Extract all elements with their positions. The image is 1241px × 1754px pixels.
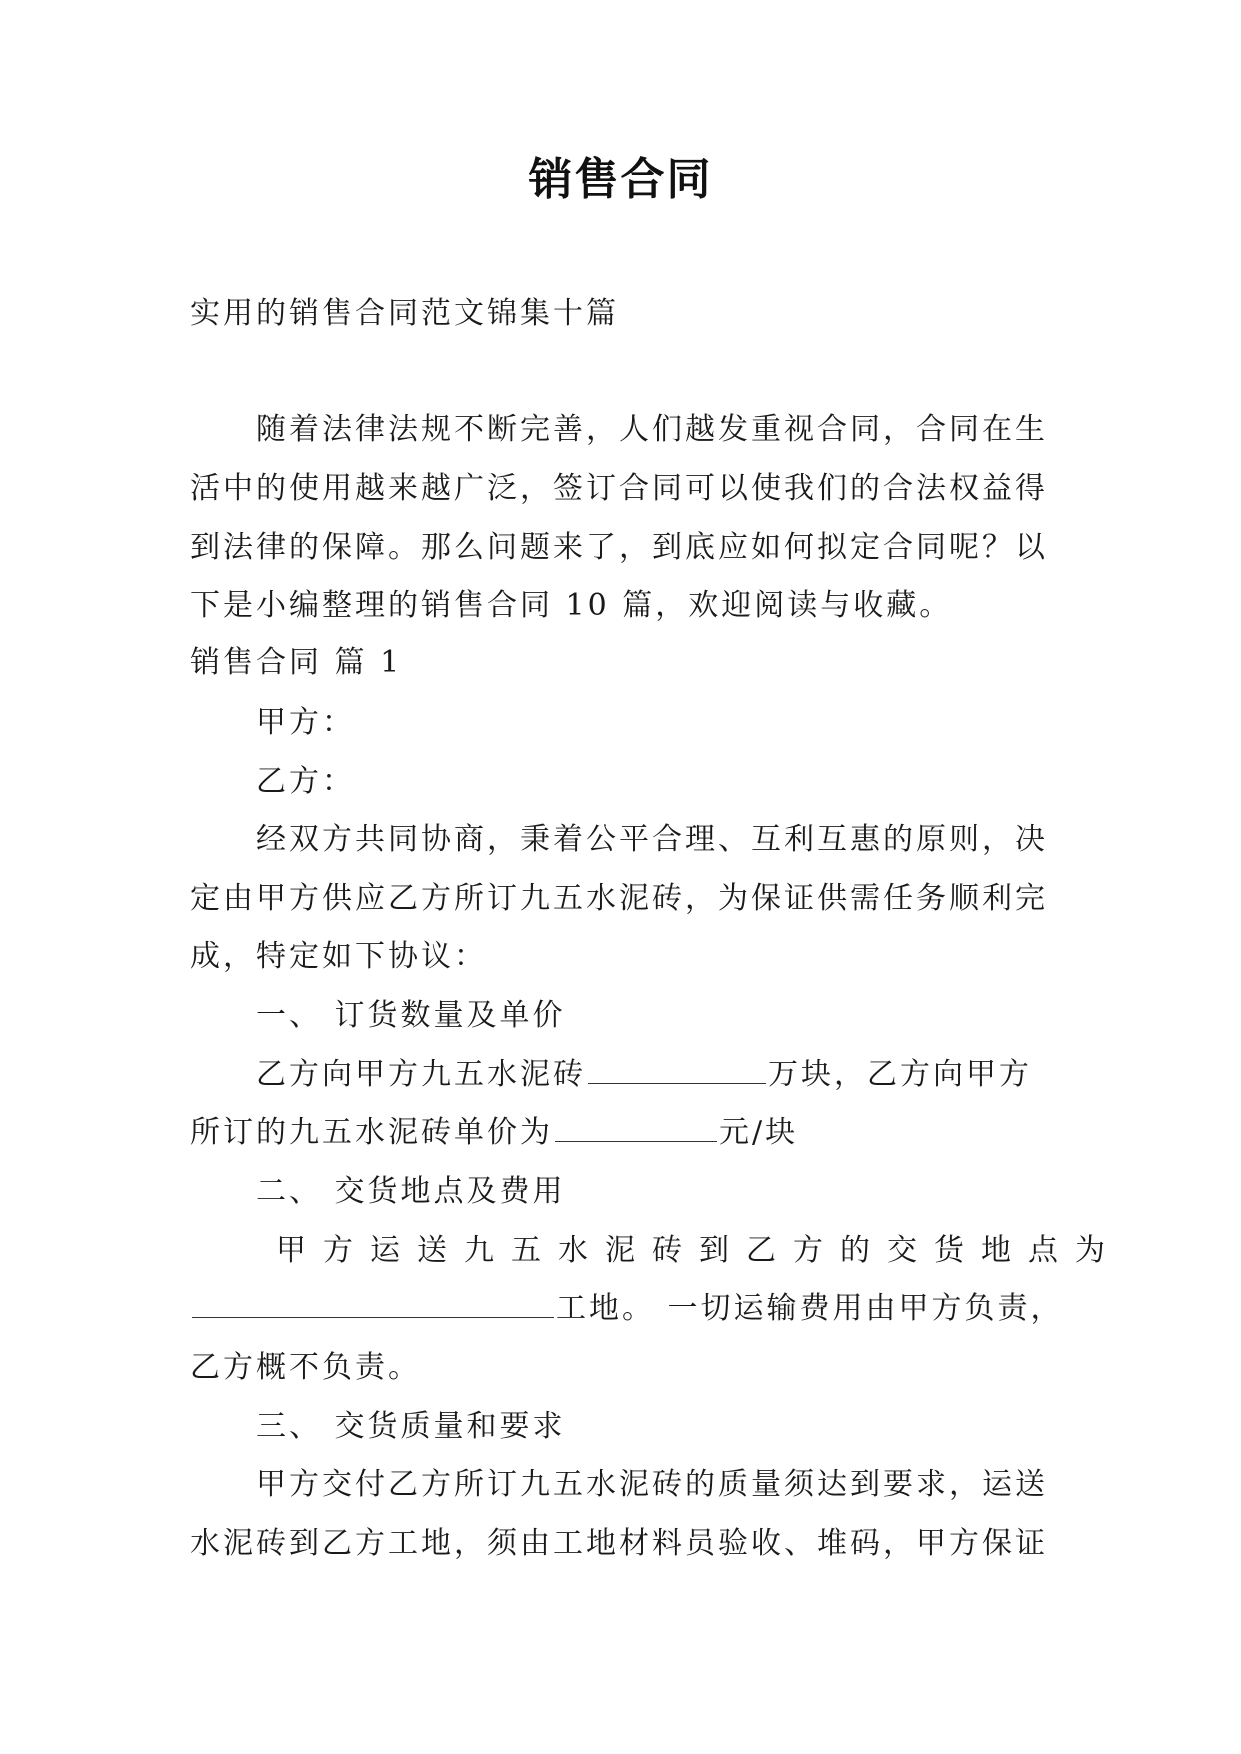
preamble-line-2: 定由甲方供应乙方所订九五水泥砖，为保证供需任务顺利完 (190, 881, 1048, 916)
clause-1-line-1-suffix: 万块，乙方向甲方 (768, 1057, 1032, 1092)
document-title: 销售合同 (528, 154, 713, 205)
clause-1-heading: 一、 订货数量及单价 (256, 998, 566, 1033)
clause-2-heading: 二、 交货地点及费用 (256, 1174, 566, 1209)
party-b-label: 乙方： (256, 764, 355, 799)
clause-3-line-2: 水泥砖到乙方工地，须由工地材料员验收、堆码，甲方保证 (190, 1526, 1048, 1561)
clause-1-line-2-suffix: 元/块 (719, 1115, 799, 1150)
clause-1-line-1-text: 乙方向甲方九五水泥砖 (256, 1057, 586, 1092)
clause-2-line-2-text: 工地。 一切运输费用由甲方负责， (556, 1291, 1064, 1326)
quantity-blank (588, 1057, 766, 1084)
section-heading: 销售合同 篇 1 (190, 645, 403, 680)
unit-price-blank (555, 1115, 717, 1142)
clause-3-heading: 三、 交货质量和要求 (256, 1409, 566, 1444)
clause-2-line-2 (190, 1287, 1064, 1331)
clause-1-line-1 (256, 1053, 1050, 1097)
intro-line-1: 随着法律法规不断完善，人们越发重视合同，合同在生 (256, 412, 1048, 447)
intro-line-4: 下是小编整理的销售合同 10 篇，欢迎阅读与收藏。 (190, 588, 953, 623)
clause-2-line-1 (276, 1229, 1122, 1273)
clause-1-line-2 (190, 1111, 1050, 1155)
intro-line-3: 到法律的保障。那么问题来了，到底应如何拟定合同呢？以 (190, 530, 1048, 565)
clause-2-line-3: 乙方概不负责。 (190, 1350, 421, 1385)
clause-2-line-1-text: 甲方运送九五水泥砖到乙方的交货地点为 (276, 1233, 1122, 1268)
delivery-site-blank (192, 1291, 554, 1318)
preamble-line-1: 经双方共同协商，秉着公平合理、互利互惠的原则，决 (256, 822, 1048, 857)
party-a-label: 甲方： (256, 705, 355, 740)
document-subtitle: 实用的销售合同范文锦集十篇 (190, 296, 619, 331)
intro-line-2: 活中的使用越来越广泛，签订合同可以使我们的合法权益得 (190, 471, 1048, 506)
preamble-line-3: 成，特定如下协议： (190, 939, 487, 974)
clause-1-line-2-text: 所订的九五水泥砖单价为 (190, 1115, 553, 1150)
clause-3-line-1: 甲方交付乙方所订九五水泥砖的质量须达到要求，运送 (256, 1467, 1048, 1502)
